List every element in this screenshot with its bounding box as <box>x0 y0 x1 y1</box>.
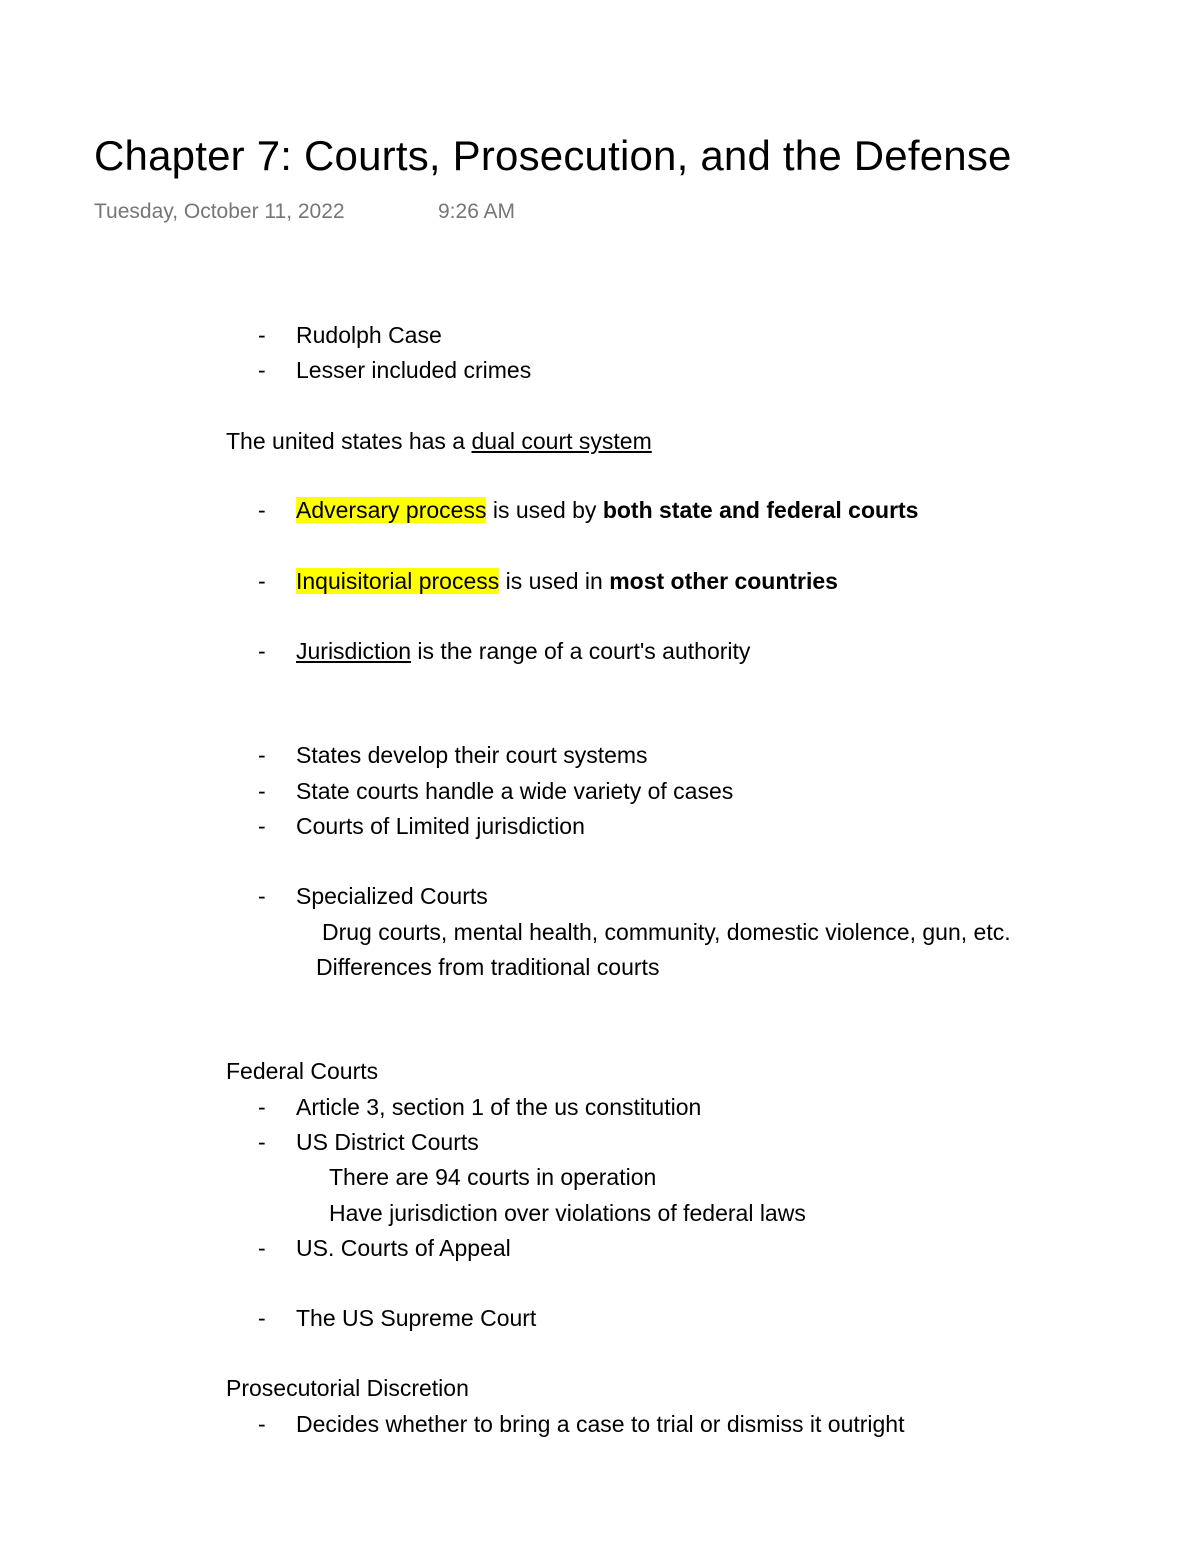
bullet-dash: - <box>258 568 266 594</box>
adversary-process-mid: is used by <box>486 497 603 523</box>
list-item-courts-of-appeal: US. Courts of Appeal <box>296 1235 511 1261</box>
adversary-process-item <box>296 496 918 524</box>
jurisdiction-term: Jurisdiction <box>296 638 412 664</box>
adversary-process-term: Adversary process <box>296 497 487 523</box>
sub-item-federal-jurisdiction: Have jurisdiction over violations of federal laws <box>329 1200 806 1226</box>
inquisitorial-process-bold: most other countries <box>609 568 838 594</box>
bullet-dash: - <box>258 778 266 804</box>
dual-court-statement <box>226 427 652 455</box>
jurisdiction-item <box>296 637 750 665</box>
section-heading-prosecutorial-discretion: Prosecutorial Discretion <box>226 1375 469 1401</box>
bullet-dash: - <box>258 497 266 523</box>
adversary-process-bold: both state and federal courts <box>602 497 919 523</box>
inquisitorial-process-mid: is used in <box>499 568 610 594</box>
list-item-specialized-courts: Specialized Courts <box>296 883 488 909</box>
bullet-dash: - <box>258 1129 266 1155</box>
list-item-limited-jurisdiction: Courts of Limited jurisdiction <box>296 813 585 839</box>
bullet-dash: - <box>258 742 266 768</box>
list-item-district-courts: US District Courts <box>296 1129 479 1155</box>
note-date: Tuesday, October 11, 2022 <box>94 200 345 223</box>
inquisitorial-process-item <box>296 567 838 595</box>
bullet-dash: - <box>258 1235 266 1261</box>
sub-item-94-courts: There are 94 courts in operation <box>329 1164 657 1190</box>
dual-court-term: dual court system <box>471 428 652 454</box>
bullet-dash: - <box>258 357 266 383</box>
inquisitorial-process-term: Inquisitorial process <box>296 568 500 594</box>
note-time: 9:26 AM <box>438 200 516 223</box>
list-item-prosecutor-decides: Decides whether to bring a case to trial or dismiss it outright <box>296 1411 905 1437</box>
bullet-dash: - <box>258 638 266 664</box>
bullet-dash: - <box>258 322 266 348</box>
sub-item-specialized-differences: Differences from traditional courts <box>316 954 660 980</box>
bullet-dash: - <box>258 883 266 909</box>
section-heading-federal-courts: Federal Courts <box>226 1058 379 1084</box>
dual-court-prefix: The united states has a <box>226 428 472 454</box>
list-item-lesser-included-crimes: Lesser included crimes <box>296 357 532 383</box>
list-item-article-3: Article 3, section 1 of the us constitution <box>296 1094 702 1120</box>
page-title: Chapter 7: Courts, Prosecution, and the Defense <box>94 132 1012 179</box>
bullet-dash: - <box>258 813 266 839</box>
jurisdiction-rest: is the range of a court's authority <box>411 638 751 664</box>
list-item-rudolph-case: Rudolph Case <box>296 322 442 348</box>
bullet-dash: - <box>258 1411 266 1437</box>
sub-item-specialized-types: Drug courts, mental health, community, domestic violence, gun, etc. <box>322 919 1011 945</box>
list-item-state-variety: State courts handle a wide variety of cases <box>296 778 734 804</box>
list-item-state-systems: States develop their court systems <box>296 742 648 768</box>
bullet-dash: - <box>258 1094 266 1120</box>
bullet-dash: - <box>258 1305 266 1331</box>
list-item-supreme-court: The US Supreme Court <box>296 1305 537 1331</box>
